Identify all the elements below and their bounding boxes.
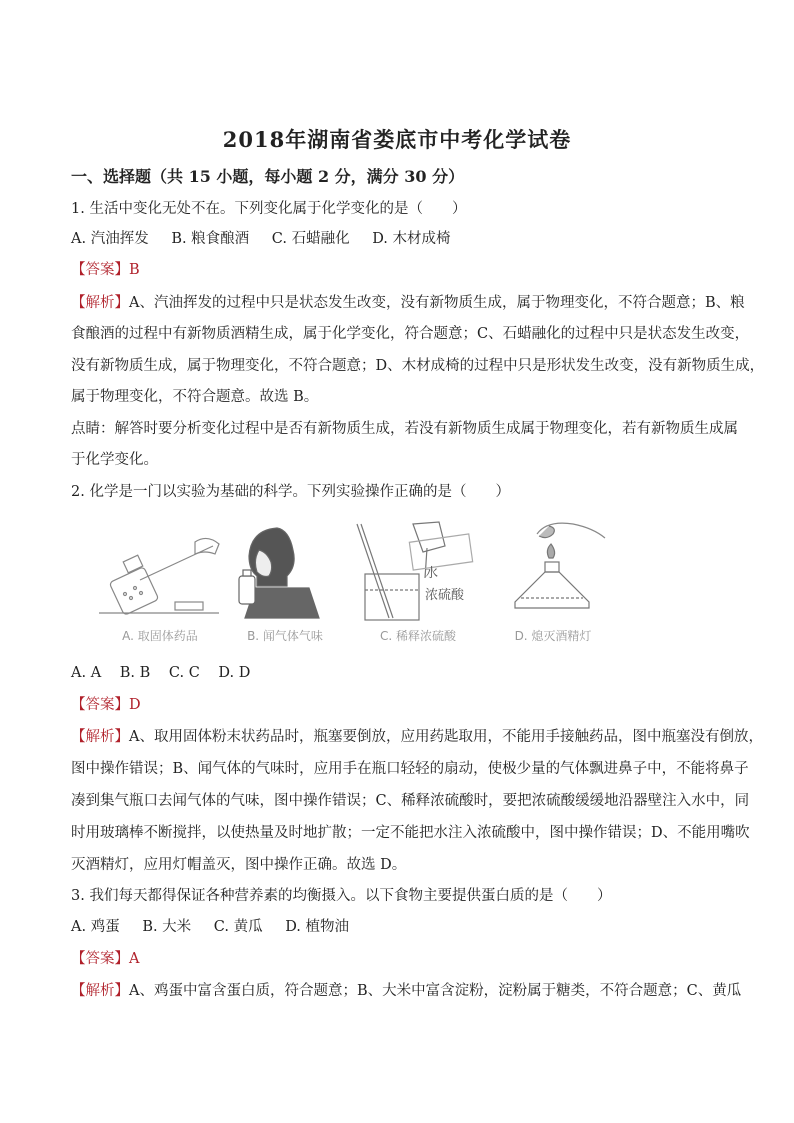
figure-a: [95, 518, 225, 646]
figure-c: [353, 518, 483, 646]
figure-d-caption: D. 熄灭酒精灯: [514, 629, 592, 643]
q2-analysis-line: 灭酒精灯，应用灯帽盖灭，图中操作正确。故选 D。: [71, 857, 407, 873]
q2-analysis-line: 图中操作错误；B、闻气体的气味时，应用手在瓶口轻轻的扇动，使极少量的气体飘进鼻子中，不能将鼻子: [71, 761, 749, 777]
analysis-tag: 【解析】: [71, 295, 129, 311]
figure-d: [493, 518, 613, 646]
q1-tip-line: 点睛：解答时要分析变化过程中是否有新物质生成，若没有新物质生成属于物理变化，若有新物质生成属: [71, 421, 738, 437]
q2-option-d: D. D: [218, 665, 251, 681]
q3-option-c: C. 黄瓜: [213, 919, 263, 935]
q1-answer-value: B: [129, 262, 140, 278]
q1-analysis-line: 属于物理变化，不符合题意。故选 B。: [71, 389, 319, 405]
answer-tag: 【答案】: [71, 951, 129, 967]
q2-option-a: A. A: [71, 665, 102, 681]
q3-options: [71, 917, 367, 937]
person-smelling-icon: [225, 518, 345, 628]
q2-option-b: B. B: [119, 665, 151, 681]
q1-tip-line: 于化学变化。: [71, 452, 158, 468]
answer-tag: 【答案】: [71, 262, 129, 278]
q2-options: [71, 663, 264, 683]
q1-analysis-line: 【解析】A、汽油挥发的过程中只是状态发生改变，没有新物质生成，属于物理变化，不符合题意；B、粮: [71, 295, 745, 311]
q1-stem: 1. 生活中变化无处不在。下列变化属于化学变化的是（ ）: [71, 201, 467, 217]
beaker-dilution-icon: [353, 518, 483, 628]
q1-option-c: C. 石蜡融化: [271, 231, 350, 247]
q1-analysis-line: 食酿酒的过程中有新物质酒精生成，属于化学变化，符合题意；C、石蜡融化的过程中只是状态发生改变，: [71, 326, 750, 342]
analysis-tag: 【解析】: [71, 729, 129, 745]
q2-analysis-line: 【解析】A、取用固体粉末状药品时，瓶塞要倒放，应用药匙取用，不能用手接触药品，图中瓶塞没有倒放，: [71, 729, 763, 745]
figure-c-caption: C. 稀释浓硫酸: [379, 629, 456, 643]
q1-option-d: D. 木材成椅: [372, 231, 451, 247]
q1-answer: [71, 260, 140, 280]
q2-answer: [71, 695, 141, 715]
alcohol-lamp-icon: [493, 518, 613, 628]
q1-option-a: A. 汽油挥发: [71, 231, 149, 247]
figure-a-caption: A. 取固体药品: [122, 629, 198, 643]
figure-b: [225, 518, 345, 646]
q3-stem: 3. 我们每天都得保证各种营养素的均衡摄入。以下食物主要提供蛋白质的是（ ）: [71, 888, 612, 904]
q2-analysis-line: 时用玻璃棒不断搅拌，以使热量及时地扩散；一定不能把水注入浓硫酸中，图中操作错误；D、不能用嘴吹: [71, 825, 750, 841]
q3-option-d: D. 植物油: [285, 919, 350, 935]
q3-analysis-line: 【解析】A、鸡蛋中富含蛋白质，符合题意；B、大米中富含淀粉，淀粉属于糖类，不符合题意；C、黄瓜: [71, 983, 742, 999]
analysis-tag: 【解析】: [71, 983, 129, 999]
exam-title: 2018年湖南省娄底市中考化学试卷: [222, 127, 572, 152]
q1-options: [71, 229, 469, 249]
q3-option-b: B. 大米: [142, 919, 192, 935]
q3-answer-value: A: [129, 951, 140, 967]
q3-option-a: A. 鸡蛋: [71, 919, 120, 935]
spatula-bottle-icon: [95, 518, 225, 628]
q2-stem: 2. 化学是一门以实验为基础的科学。下列实验操作正确的是（ ）: [71, 484, 510, 500]
water-label: 水: [425, 566, 439, 581]
acid-label: 浓硫酸: [425, 588, 465, 603]
q1-analysis-line: 没有新物质生成，属于物理变化，不符合题意；D、木材成椅的过程中只是形状发生改变，没有新物质生成，: [71, 358, 765, 374]
section-heading: 一、选择题（共 15 小题，每小题 2 分，满分 30 分）: [71, 167, 465, 186]
q3-answer: [71, 949, 139, 969]
q2-figures: [95, 518, 615, 646]
q2-answer-value: D: [129, 697, 141, 713]
q2-analysis-line: 凑到集气瓶口去闻气体的气味，图中操作错误；C、稀释浓硫酸时，要把浓硫酸缓缓地沿器壁注入水中，同: [71, 793, 750, 809]
q2-option-c: C. C: [168, 665, 200, 681]
answer-tag: 【答案】: [71, 697, 129, 713]
figure-b-caption: B. 闻气体气味: [247, 629, 323, 643]
q1-option-b: B. 粮食酿酒: [171, 231, 250, 247]
